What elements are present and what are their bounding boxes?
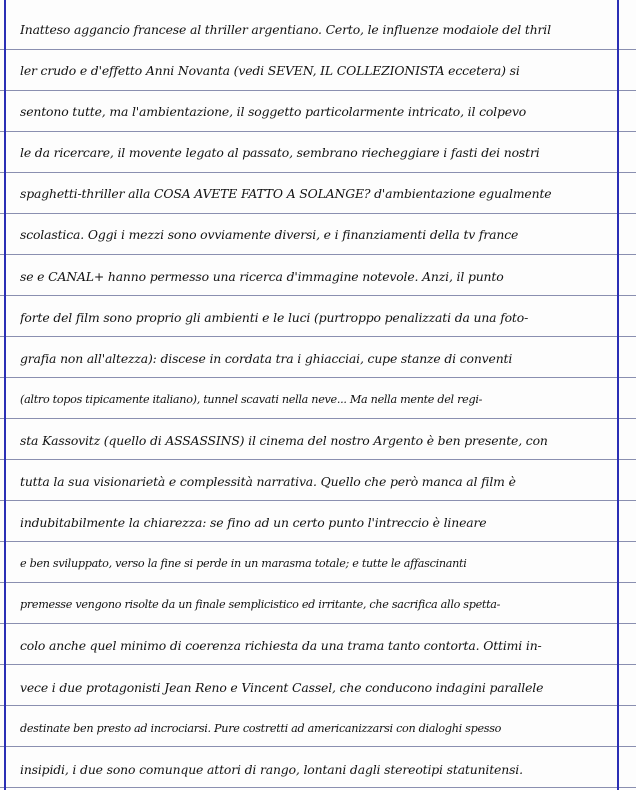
text-line: sta Kassovitz (quello di ASSASSINS) il cinema del nostro Argento è ben presente, con xyxy=(20,432,548,448)
text-line: tutta la sua visionarietà e complessità narrativa. Quello che però manca al film è xyxy=(20,474,516,490)
text-line: sentono tutte, ma l'ambientazione, il soggetto particolarmente intricato, il colpevo xyxy=(20,104,527,120)
text-line: le da ricercare, il movente legato al passato, sembrano riecheggiare i fasti dei nostri xyxy=(20,145,540,161)
text-line: e ben sviluppato, verso la fine si perde in un marasma totale; e tutte le affascinanti xyxy=(20,557,467,571)
text-line: forte del film sono proprio gli ambienti e le luci (purtroppo penalizzati da una foto- xyxy=(20,309,529,325)
text-line: scolastica. Oggi i mezzi sono ovviamente diversi, e i finanziamenti della tv france xyxy=(20,227,519,243)
text-line: grafia non all'altezza): discese in cordata tra i ghiacciai, cupe stanze di conventi xyxy=(20,350,513,366)
text-line: colo anche quel minimo di coerenza richiesta da una trama tanto contorta. Ottimi in- xyxy=(20,638,542,654)
text-line: vece i due protagonisti Jean Reno e Vincent Cassel, che conducono indagini parallele xyxy=(20,679,544,695)
handwritten-review-text xyxy=(20,0,620,781)
text-line: insipidi, i due sono comunque attori di rango, lontani dagli stereotipi statunitensi. xyxy=(20,761,523,777)
text-line: Inatteso aggancio francese al thriller argentiano. Certo, le influenze modaiole del thril xyxy=(20,22,551,37)
left-margin-line xyxy=(4,0,6,790)
text-line: ler crudo e d'effetto Anni Novanta (vedi SEVEN, IL COLLEZIONISTA eccetera) si xyxy=(20,63,520,79)
text-line: destinate ben presto ad incrociarsi. Pure costretti ad americanizzarsi con dialoghi spesso xyxy=(20,721,502,735)
text-line: spaghetti-thriller alla COSA AVETE FATTO A SOLANGE? d'ambientazione egualmente xyxy=(20,186,552,202)
text-line: se e CANAL+ hanno permesso una ricerca d'immagine notevole. Anzi, il punto xyxy=(20,268,504,284)
text-line: indubitabilmente la chiarezza: se fino ad un certo punto l'intreccio è lineare xyxy=(20,515,487,531)
text-line: (altro topos tipicamente italiano), tunnel scavati nella neve... Ma nella mente del regi- xyxy=(20,392,483,406)
text-line: premesse vengono risolte da un finale semplicistico ed irritante, che sacrifica allo spetta- xyxy=(20,598,501,612)
